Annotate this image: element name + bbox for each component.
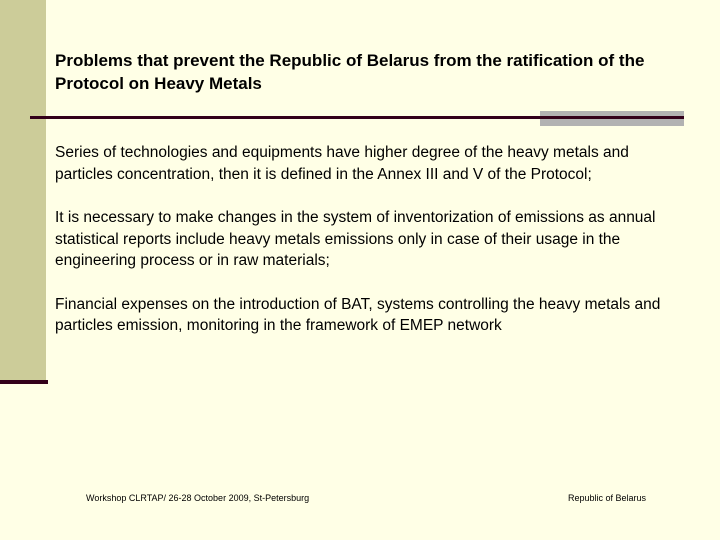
bullet-list	[55, 142, 677, 359]
footer-country: Republic of Belarus	[568, 493, 647, 503]
bullet-item: Financial expenses on the introduction of BAT, systems controlling the heavy metals and particles emission, monitoring in the framework of EMEP network	[55, 295, 661, 334]
title-rule-accent-line	[540, 116, 684, 119]
footer-event: Workshop CLRTAP/ 26-28 October 2009, St-Petersburg	[86, 493, 310, 503]
slide-title: Problems that prevent the Republic of Belarus from the ratification of the Protocol on Heavy Metals	[55, 51, 645, 93]
left-decorative-bar	[0, 0, 46, 382]
bullet-item: Series of technologies and equipments have higher degree of the heavy metals and particles concentration, then it is defined in the Annex III and V of the Protocol;	[55, 144, 629, 183]
bullet-item: It is necessary to make changes in the system of inventorization of emissions as annual statistical reports include heavy metals emissions only in case of their usage in the engineering process or in raw materials;	[55, 209, 656, 269]
left-bar-end-line	[0, 380, 48, 384]
